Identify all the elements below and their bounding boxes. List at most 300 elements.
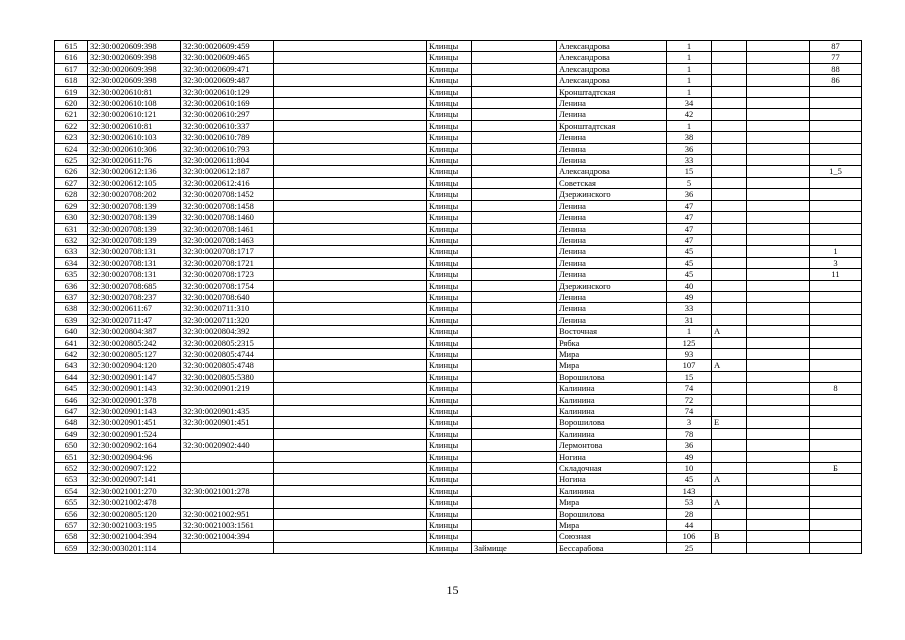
cell-empty-column-2 — [747, 520, 810, 531]
table-row — [55, 417, 862, 428]
table-row — [55, 246, 862, 257]
cell-object-number: 32:30:0020708:1721 — [181, 257, 274, 268]
cell-empty-column — [274, 428, 427, 439]
cell-apartment — [810, 474, 862, 485]
cell-city: Клинцы — [427, 303, 472, 314]
cell-city: Клинцы — [427, 360, 472, 371]
cell-locality — [472, 440, 557, 451]
cell-object-number: 32:30:0021001:278 — [181, 485, 274, 496]
cell-parcel-number: 32:30:0020907:141 — [88, 474, 181, 485]
cell-apartment: 1_5 — [810, 166, 862, 177]
cell-city: Клинцы — [427, 497, 472, 508]
cell-empty-column-2 — [747, 394, 810, 405]
cell-street: Ворошилова — [557, 508, 667, 519]
cell-street: Кронштадтская — [557, 86, 667, 97]
table-row — [55, 485, 862, 496]
cell-building-letter: А — [712, 360, 747, 371]
cell-house-number: 93 — [667, 348, 712, 359]
cell-empty-column-2 — [747, 143, 810, 154]
cell-parcel-number: 32:30:0020902:164 — [88, 440, 181, 451]
cell-apartment: 86 — [810, 75, 862, 86]
cell-building-letter — [712, 508, 747, 519]
cell-city: Клинцы — [427, 291, 472, 302]
cell-locality — [472, 155, 557, 166]
table-row — [55, 189, 862, 200]
cell-parcel-number: 32:30:0020901:451 — [88, 417, 181, 428]
cell-building-letter — [712, 177, 747, 188]
cell-empty-column-2 — [747, 41, 810, 52]
cell-apartment — [810, 451, 862, 462]
cell-city: Клинцы — [427, 257, 472, 268]
cell-locality — [472, 428, 557, 439]
cell-locality — [472, 451, 557, 462]
cell-street: Ленина — [557, 212, 667, 223]
cell-object-number: 32:30:0020708:1723 — [181, 269, 274, 280]
cell-apartment — [810, 417, 862, 428]
cell-street: Бессарабова — [557, 542, 667, 553]
cell-parcel-number: 32:30:0020708:131 — [88, 246, 181, 257]
cell-street: Ногина — [557, 474, 667, 485]
cell-empty-column-2 — [747, 75, 810, 86]
cell-parcel-number: 32:30:0020901:147 — [88, 371, 181, 382]
cell-row-number: 650 — [55, 440, 88, 451]
cell-city: Клинцы — [427, 406, 472, 417]
cell-street: Ленина — [557, 200, 667, 211]
cell-row-number: 623 — [55, 132, 88, 143]
cell-city: Клинцы — [427, 417, 472, 428]
cell-row-number: 626 — [55, 166, 88, 177]
table-row — [55, 371, 862, 382]
cell-city: Клинцы — [427, 177, 472, 188]
cell-building-letter — [712, 234, 747, 245]
cell-empty-column-2 — [747, 109, 810, 120]
cell-object-number: 32:30:0020610:337 — [181, 120, 274, 131]
cell-empty-column-2 — [747, 303, 810, 314]
cell-building-letter — [712, 86, 747, 97]
cell-street: Ленина — [557, 269, 667, 280]
cell-empty-column — [274, 223, 427, 234]
cell-empty-column — [274, 417, 427, 428]
cell-apartment — [810, 394, 862, 405]
cell-locality — [472, 52, 557, 63]
cell-locality — [472, 348, 557, 359]
table-row — [55, 326, 862, 337]
cell-street: Александрова — [557, 75, 667, 86]
cell-building-letter — [712, 406, 747, 417]
cell-city: Клинцы — [427, 75, 472, 86]
cell-house-number: 49 — [667, 451, 712, 462]
cell-apartment — [810, 337, 862, 348]
cell-locality — [472, 109, 557, 120]
cell-locality — [472, 371, 557, 382]
cell-street: Рябка — [557, 337, 667, 348]
cell-building-letter — [712, 223, 747, 234]
cell-parcel-number: 32:30:0020904:120 — [88, 360, 181, 371]
cell-street: Ленина — [557, 246, 667, 257]
cell-locality — [472, 485, 557, 496]
table-row — [55, 314, 862, 325]
cell-city: Клинцы — [427, 440, 472, 451]
cell-house-number: 36 — [667, 440, 712, 451]
cell-city: Клинцы — [427, 326, 472, 337]
cell-city: Клинцы — [427, 485, 472, 496]
cell-house-number: 42 — [667, 109, 712, 120]
cell-object-number: 32:30:0020610:793 — [181, 143, 274, 154]
cell-object-number: 32:30:0020805:5380 — [181, 371, 274, 382]
cell-city: Клинцы — [427, 394, 472, 405]
cell-building-letter — [712, 246, 747, 257]
table-row — [55, 200, 862, 211]
cell-object-number: 32:30:0020804:392 — [181, 326, 274, 337]
cell-city: Клинцы — [427, 337, 472, 348]
cell-object-number: 32:30:0020708:1452 — [181, 189, 274, 200]
cell-street: Александрова — [557, 63, 667, 74]
cell-empty-column — [274, 463, 427, 474]
cell-empty-column — [274, 63, 427, 74]
cell-apartment — [810, 508, 862, 519]
cell-apartment — [810, 120, 862, 131]
cell-street: Ленина — [557, 109, 667, 120]
cell-apartment — [810, 406, 862, 417]
cell-house-number: 72 — [667, 394, 712, 405]
cell-locality — [472, 531, 557, 542]
cell-parcel-number: 32:30:0020612:136 — [88, 166, 181, 177]
cell-row-number: 622 — [55, 120, 88, 131]
cell-building-letter — [712, 440, 747, 451]
cell-apartment — [810, 223, 862, 234]
table-row — [55, 52, 862, 63]
cell-parcel-number: 32:30:0020901:378 — [88, 394, 181, 405]
cell-empty-column-2 — [747, 63, 810, 74]
cell-house-number: 45 — [667, 269, 712, 280]
cell-city: Клинцы — [427, 269, 472, 280]
cell-empty-column-2 — [747, 451, 810, 462]
table-row — [55, 120, 862, 131]
cell-row-number: 628 — [55, 189, 88, 200]
cell-empty-column-2 — [747, 246, 810, 257]
cell-empty-column-2 — [747, 371, 810, 382]
cell-house-number: 143 — [667, 485, 712, 496]
cell-house-number: 1 — [667, 41, 712, 52]
cell-empty-column-2 — [747, 155, 810, 166]
cell-object-number — [181, 474, 274, 485]
cell-row-number: 641 — [55, 337, 88, 348]
cell-object-number: 32:30:0020610:789 — [181, 132, 274, 143]
table-row — [55, 223, 862, 234]
cell-building-letter — [712, 143, 747, 154]
cell-object-number: 32:30:0020612:416 — [181, 177, 274, 188]
cell-empty-column — [274, 75, 427, 86]
cell-building-letter — [712, 155, 747, 166]
cell-house-number: 1 — [667, 86, 712, 97]
cell-apartment — [810, 520, 862, 531]
cell-object-number: 32:30:0021002:951 — [181, 508, 274, 519]
cell-object-number: 32:30:0020610:297 — [181, 109, 274, 120]
cell-house-number: 47 — [667, 223, 712, 234]
cell-locality — [472, 394, 557, 405]
cell-street: Кронштадтская — [557, 120, 667, 131]
cell-parcel-number: 32:30:0020804:387 — [88, 326, 181, 337]
table-row — [55, 348, 862, 359]
cell-parcel-number: 32:30:0020610:103 — [88, 132, 181, 143]
cell-object-number: 32:30:0020902:440 — [181, 440, 274, 451]
cell-house-number: 45 — [667, 246, 712, 257]
cell-row-number: 652 — [55, 463, 88, 474]
cell-row-number: 655 — [55, 497, 88, 508]
cell-empty-column — [274, 394, 427, 405]
cell-apartment — [810, 371, 862, 382]
cell-building-letter — [712, 394, 747, 405]
cell-city: Клинцы — [427, 155, 472, 166]
cell-locality — [472, 291, 557, 302]
cell-empty-column — [274, 166, 427, 177]
cell-empty-column — [274, 155, 427, 166]
cell-parcel-number: 32:30:0020708:131 — [88, 269, 181, 280]
cell-locality — [472, 166, 557, 177]
cell-house-number: 5 — [667, 177, 712, 188]
cell-city: Клинцы — [427, 314, 472, 325]
cell-object-number: 32:30:0020708:1717 — [181, 246, 274, 257]
cell-building-letter — [712, 463, 747, 474]
cell-row-number: 627 — [55, 177, 88, 188]
cell-empty-column — [274, 314, 427, 325]
cell-object-number: 32:30:0020805:2315 — [181, 337, 274, 348]
cadastral-table — [54, 40, 862, 554]
cell-empty-column — [274, 508, 427, 519]
cell-parcel-number: 32:30:0020708:237 — [88, 291, 181, 302]
cell-locality — [472, 200, 557, 211]
cell-locality — [472, 337, 557, 348]
cell-apartment: 3 — [810, 257, 862, 268]
cell-empty-column — [274, 303, 427, 314]
cell-apartment — [810, 86, 862, 97]
cell-parcel-number: 32:30:0020708:139 — [88, 200, 181, 211]
table-row — [55, 177, 862, 188]
table-row — [55, 63, 862, 74]
cell-empty-column-2 — [747, 280, 810, 291]
cell-street: Калинина — [557, 485, 667, 496]
cell-object-number: 32:30:0020901:219 — [181, 383, 274, 394]
cell-house-number: 36 — [667, 143, 712, 154]
cell-empty-column — [274, 485, 427, 496]
cell-apartment: 87 — [810, 41, 862, 52]
cell-empty-column — [274, 41, 427, 52]
cell-row-number: 645 — [55, 383, 88, 394]
cell-city: Клинцы — [427, 451, 472, 462]
cell-locality — [472, 75, 557, 86]
cell-empty-column — [274, 234, 427, 245]
cell-street: Советская — [557, 177, 667, 188]
cell-row-number: 631 — [55, 223, 88, 234]
cell-city: Клинцы — [427, 143, 472, 154]
cell-locality — [472, 383, 557, 394]
cell-house-number: 1 — [667, 326, 712, 337]
cell-house-number: 38 — [667, 132, 712, 143]
cell-row-number: 659 — [55, 542, 88, 553]
cell-row-number: 617 — [55, 63, 88, 74]
cell-apartment: 11 — [810, 269, 862, 280]
cell-building-letter — [712, 314, 747, 325]
cell-empty-column — [274, 520, 427, 531]
table-row — [55, 75, 862, 86]
cell-empty-column-2 — [747, 200, 810, 211]
cell-parcel-number: 32:30:0020611:67 — [88, 303, 181, 314]
cell-empty-column — [274, 86, 427, 97]
cell-row-number: 642 — [55, 348, 88, 359]
table-row — [55, 520, 862, 531]
cell-house-number: 10 — [667, 463, 712, 474]
cell-empty-column — [274, 246, 427, 257]
cell-street: Складочная — [557, 463, 667, 474]
cell-street: Ленина — [557, 98, 667, 109]
cell-city: Клинцы — [427, 508, 472, 519]
cell-city: Клинцы — [427, 223, 472, 234]
cell-empty-column — [274, 120, 427, 131]
cell-street: Дзержинского — [557, 280, 667, 291]
cell-apartment — [810, 280, 862, 291]
cell-empty-column-2 — [747, 474, 810, 485]
cell-house-number: 34 — [667, 98, 712, 109]
cell-street: Калинина — [557, 383, 667, 394]
cell-street: Мира — [557, 348, 667, 359]
cell-apartment — [810, 314, 862, 325]
cell-empty-column — [274, 257, 427, 268]
cell-parcel-number: 32:30:0020609:398 — [88, 75, 181, 86]
cell-apartment — [810, 485, 862, 496]
cell-empty-column-2 — [747, 120, 810, 131]
cell-empty-column — [274, 348, 427, 359]
cell-parcel-number: 32:30:0020711:47 — [88, 314, 181, 325]
cell-building-letter: А — [712, 474, 747, 485]
cell-street: Ленина — [557, 132, 667, 143]
cell-empty-column — [274, 360, 427, 371]
cell-empty-column — [274, 177, 427, 188]
table-row — [55, 155, 862, 166]
cell-parcel-number: 32:30:0020610:121 — [88, 109, 181, 120]
cell-row-number: 656 — [55, 508, 88, 519]
cell-empty-column-2 — [747, 406, 810, 417]
table-row — [55, 474, 862, 485]
cell-empty-column-2 — [747, 257, 810, 268]
table-row — [55, 212, 862, 223]
cell-house-number: 15 — [667, 371, 712, 382]
cell-empty-column-2 — [747, 383, 810, 394]
cell-building-letter — [712, 383, 747, 394]
table-row — [55, 542, 862, 553]
cell-building-letter — [712, 257, 747, 268]
table-row — [55, 86, 862, 97]
cell-parcel-number: 32:30:0020612:105 — [88, 177, 181, 188]
cell-locality — [472, 474, 557, 485]
cell-empty-column-2 — [747, 52, 810, 63]
cell-parcel-number: 32:30:0020609:398 — [88, 52, 181, 63]
cell-row-number: 644 — [55, 371, 88, 382]
cell-house-number: 74 — [667, 406, 712, 417]
cell-house-number: 40 — [667, 280, 712, 291]
cell-object-number: 32:30:0020711:310 — [181, 303, 274, 314]
cell-building-letter — [712, 337, 747, 348]
cell-row-number: 630 — [55, 212, 88, 223]
cell-apartment — [810, 212, 862, 223]
cell-parcel-number: 32:30:0021004:394 — [88, 531, 181, 542]
cell-row-number: 621 — [55, 109, 88, 120]
cell-empty-column-2 — [747, 417, 810, 428]
cell-apartment — [810, 326, 862, 337]
cell-object-number: 32:30:0020708:1463 — [181, 234, 274, 245]
cell-apartment — [810, 360, 862, 371]
cell-city: Клинцы — [427, 52, 472, 63]
cell-building-letter — [712, 371, 747, 382]
cell-object-number: 32:30:0020805:4748 — [181, 360, 274, 371]
cell-empty-column-2 — [747, 485, 810, 496]
cell-city: Клинцы — [427, 41, 472, 52]
cell-locality — [472, 326, 557, 337]
cell-locality: Займище — [472, 542, 557, 553]
cell-locality — [472, 132, 557, 143]
cell-parcel-number: 32:30:0020610:81 — [88, 120, 181, 131]
cell-house-number: 3 — [667, 417, 712, 428]
cell-apartment — [810, 234, 862, 245]
cell-empty-column — [274, 542, 427, 553]
cell-locality — [472, 314, 557, 325]
cell-house-number: 53 — [667, 497, 712, 508]
cell-parcel-number: 32:30:0020907:122 — [88, 463, 181, 474]
cell-house-number: 1 — [667, 120, 712, 131]
cell-empty-column — [274, 291, 427, 302]
cell-building-letter — [712, 485, 747, 496]
cell-building-letter: А — [712, 326, 747, 337]
cell-parcel-number: 32:30:0020609:398 — [88, 63, 181, 74]
table-row — [55, 143, 862, 154]
cell-object-number — [181, 428, 274, 439]
cell-house-number: 47 — [667, 234, 712, 245]
cell-row-number: 620 — [55, 98, 88, 109]
cell-parcel-number: 32:30:0020805:120 — [88, 508, 181, 519]
cell-locality — [472, 246, 557, 257]
cell-object-number — [181, 542, 274, 553]
table-row — [55, 41, 862, 52]
cell-empty-column — [274, 143, 427, 154]
cell-city: Клинцы — [427, 463, 472, 474]
cell-empty-column — [274, 383, 427, 394]
cell-empty-column-2 — [747, 269, 810, 280]
cell-empty-column — [274, 371, 427, 382]
cell-row-number: 634 — [55, 257, 88, 268]
cell-building-letter — [712, 41, 747, 52]
cell-empty-column — [274, 200, 427, 211]
cell-apartment — [810, 542, 862, 553]
cell-row-number: 633 — [55, 246, 88, 257]
cell-locality — [472, 406, 557, 417]
cell-empty-column — [274, 337, 427, 348]
cell-street: Ворошилова — [557, 417, 667, 428]
cell-locality — [472, 212, 557, 223]
cell-house-number: 45 — [667, 257, 712, 268]
cell-building-letter — [712, 520, 747, 531]
cell-parcel-number: 32:30:0020611:76 — [88, 155, 181, 166]
cell-apartment: 8 — [810, 383, 862, 394]
cell-apartment: Б — [810, 463, 862, 474]
cell-apartment: 77 — [810, 52, 862, 63]
cell-row-number: 619 — [55, 86, 88, 97]
cell-object-number: 32:30:0020612:187 — [181, 166, 274, 177]
cell-row-number: 653 — [55, 474, 88, 485]
cell-city: Клинцы — [427, 531, 472, 542]
cell-row-number: 649 — [55, 428, 88, 439]
cell-row-number: 616 — [55, 52, 88, 63]
cell-city: Клинцы — [427, 520, 472, 531]
table-row — [55, 360, 862, 371]
